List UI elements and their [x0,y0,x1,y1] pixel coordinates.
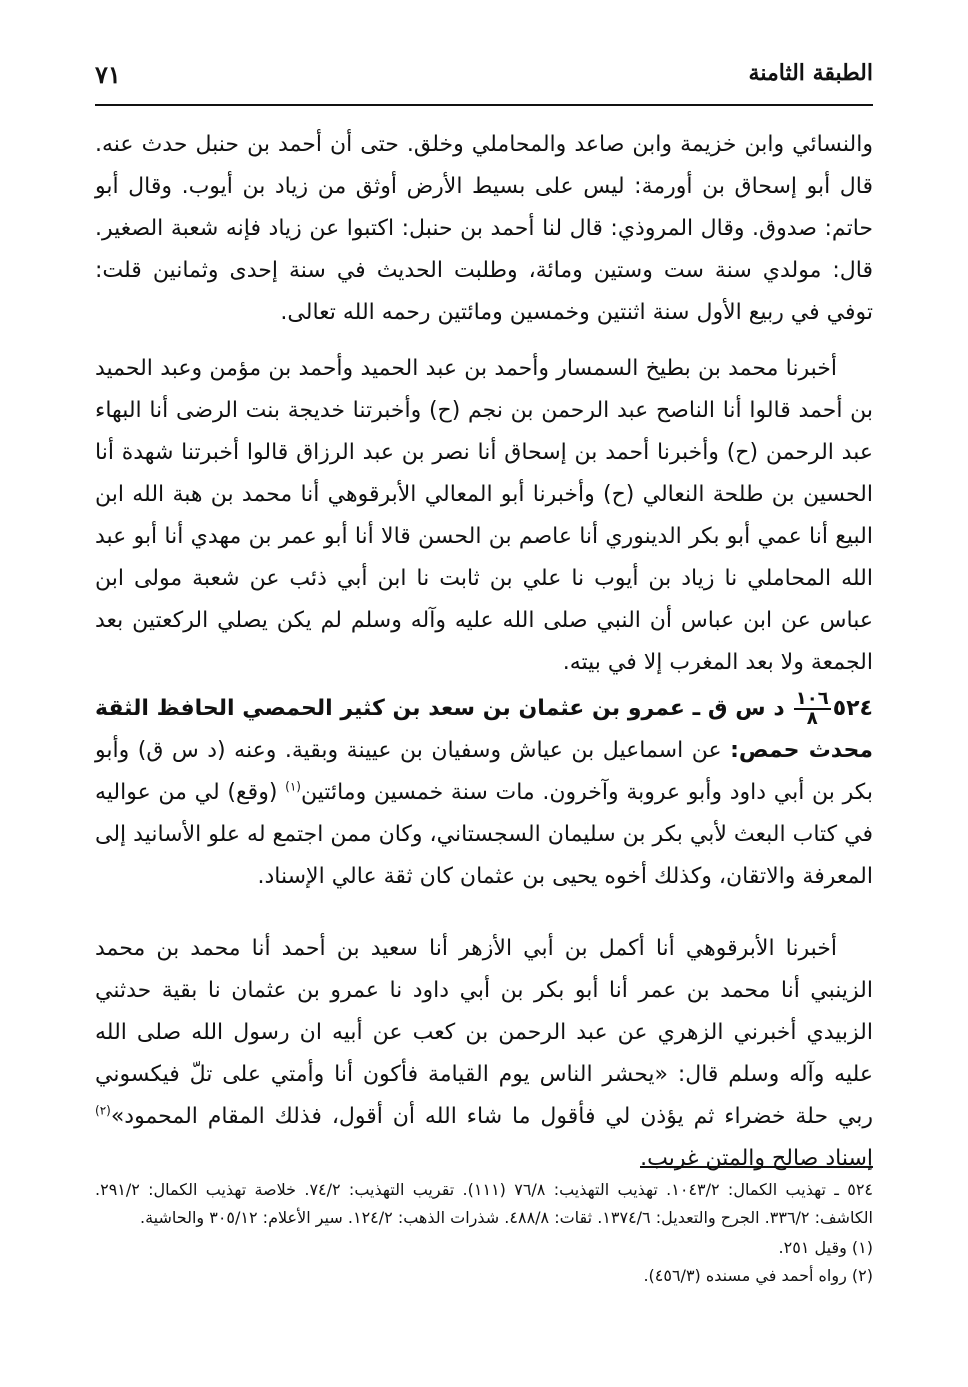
footnote-rule [640,1166,873,1168]
entry-text: عن اسماعيل بن عياش وسفيان بن عيينة وبقية. وعنه (د س ق) وأبو بكر بن أبي داود وأبو عروبة وآخرون. مات سنة خمسين ومائتين [95,738,874,805]
entry-heading: د س ق ـ عمرو بن عثمان بن سعد بن كثير الحمصي الحافظ الثقة محدث حمص: [95,696,873,763]
paragraph-continuation [95,124,873,334]
page-header [95,58,873,102]
page-number: ٧١ [95,60,121,89]
footnote-1: (١) وقيل ٢٥١. [778,1238,873,1257]
footnote-ref-1: (١) [285,779,301,794]
entry-text-cont: (وقع) لي من عواليه في كتاب البعث لأبي بكر بن سليمان السجستاني، وكان ممن اجتمع له علو الأسانيد إلى المعرفة والاتقان، وكذلك أخوه يحيى بن عثمان كان ثقة عالي الإسناد. [95,780,873,889]
entry-number: ٥٢٤ [832,696,873,721]
paragraph-text: والنسائي وابن خزيمة وابن صاعد والمحاملي وخلق. حتى أن أحمد بن حنبل حدث عنه. قال أبو إسحاق بن أورمة: ليس على بسيط الأرض أوثق من زياد بن أيوب. وقال أبو حاتم: صدوق. وقال المروذي: قال لنا أحمد بن حنبل: اكتبوا عن زياد فإنه شعبة الصغير. قال: مولدي سنة ست وستين ومائة، وطلبت الحديث في سنة إحدى وثمانين قلت: توفي في ربيع الأول سنة اثنتين وخمسين ومائتين رحمه الله تعالى. [95,132,873,325]
footnote-sources: ٥٢٤ ـ تهذيب الكمال: ١٠٤٣/٢. تهذيب التهذيب: ٧٦/٨ (١١١). تقريب التهذيب: ٧٤/٢. خلاصة تهذيب الكمال: ٢٩١/٢. الكاشف: ٣٣٦/٢. الجرح والتعديل: ١٣٧٤/٦. ثقات: ٤٨٨/٨. شذرات الذهب: ١٢٤/٢. سير الأعلام: ٣٠٥/١٢ والحاشية. [95,1180,873,1227]
paragraph-text: أخبرنا محمد بن بطيخ السمسار وأحمد بن عبد الحميد وأحمد بن مؤمن وعبد الحميد بن أحمد قالوا أنا الناصح عبد الرحمن بن نجم (ح) وأخبرتنا خديجة بنت الرضى أنا البهاء عبد الرحمن (ح) وأخبرنا أحمد بن إسحاق أنا نصر بن عبد الرزاق قالوا أخبرتنا شهدة أنا الحسين بن طلحة النعالي (ح) وأخبرنا أبو المعالي الأبرقوهي أنا محمد بن هبة الله ابن البيع أنا عمي أبو بكر الدينوري أنا عاصم بن الحسن قالا أنا أبو عمر بن مهدي أنا أبو عبد الله المحاملي نا زياد بن أيوب نا علي بن ثابت نا ابن أبي ذئب عن شعبة مولى ابن عباس عن ابن عباس أن النبي صلى الله عليه وآله وسلم لم يكن يصلي الركعتين بعد الجمعة ولا بعد المغرب إلا في بيته. [95,356,873,675]
footnote-ref-2: (٢) [95,1103,111,1118]
running-head: الطبقة الثامنة [748,60,873,86]
hadith-text: أخبرنا الأبرقوهي أنا أكمل بن أبي الأزهر أنا سعيد بن أحمد أنا محمد بن محمد الزينبي أنا محمد بن عمر أنا أبو بكر بن أبي داود نا عمرو بن عثمان نا بقية حدثني الزبيدي أخبرني الزهري عن عبد الرحمن بن كعب عن أبيه ان رسول الله صلى الله عليه وآله وسلم قال: «يحشر الناس يوم القيامة فأكون أنا وأمتي على تلّ فيكسوني ربي حلة خضراء ثم يؤذن لي فأقول ما شاء الله أن أقول، فذلك المقام المحمود» [95,936,873,1129]
header-rule [95,104,873,106]
hadith-paragraph-2 [95,928,873,1180]
biography-entry [95,688,873,898]
fraction-bottom: ٨ [806,708,818,729]
hadith-grading: إسناد صالح والمتن غريب. [640,1146,873,1171]
hadith-paragraph [95,348,873,684]
entry-fraction [794,690,831,728]
footnotes [95,1176,873,1290]
fraction-top: ١٠٦ [795,688,829,709]
entry-paragraph [95,688,873,898]
footnote-2: (٢) رواه أحمد في مسنده (٤٥٦/٣). [643,1266,873,1285]
paragraph-text [95,928,873,1180]
